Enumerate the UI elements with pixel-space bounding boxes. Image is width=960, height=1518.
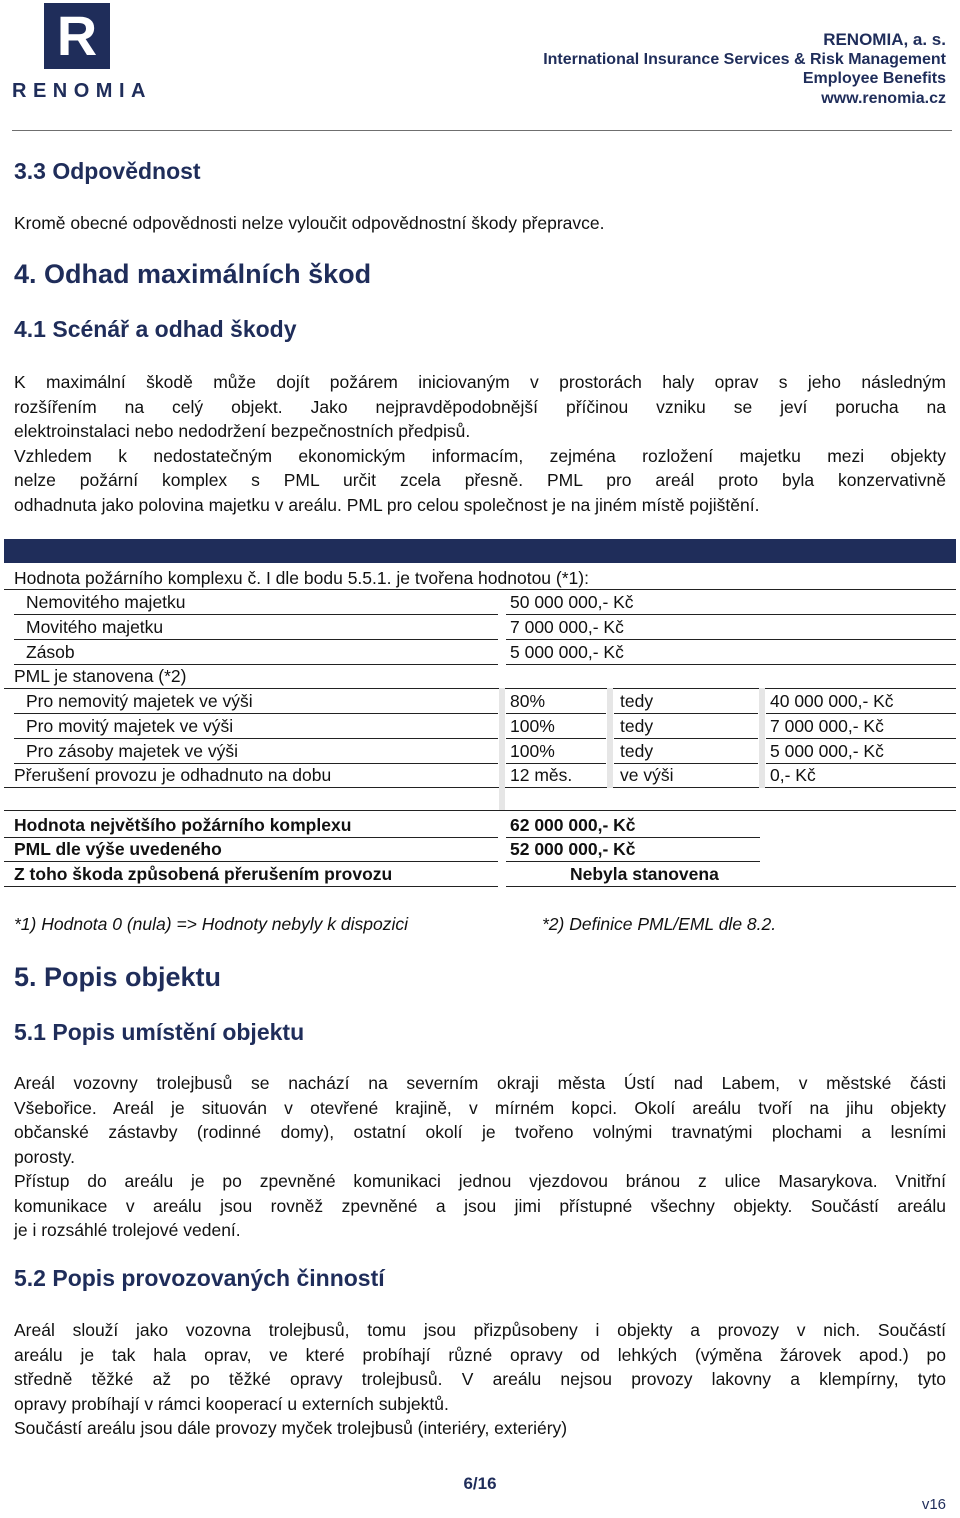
logo-wordmark: RENOMIA xyxy=(12,80,152,102)
row-rule xyxy=(14,713,498,714)
paragraph-line: je i rozsáhlé trolejové vedení. xyxy=(14,1220,241,1240)
pml-row-label: Pro zásoby majetek ve výši xyxy=(26,741,239,761)
row-rule xyxy=(506,738,606,739)
row-rule xyxy=(506,713,606,714)
row-rule xyxy=(14,738,498,739)
section-heading-3-3: 3.3 Odpovědnost xyxy=(14,158,201,184)
row-rule xyxy=(766,713,956,714)
pml-row-percent: 12 měs. xyxy=(510,765,573,785)
pml-row-percent: 80% xyxy=(510,691,546,711)
company-tagline-2: Employee Benefits xyxy=(802,70,946,87)
summary-label: PML dle výše uvedeného xyxy=(14,839,222,859)
row-rule xyxy=(506,861,760,862)
paragraph-line: středně těžké až po těžké opravy trolejbusů. V areálu nejsou provozy lakovny a klempírny, tyto xyxy=(14,1369,946,1389)
summary-label: Hodnota největšího požárního komplexu xyxy=(14,815,352,835)
paragraph-line: Přístup do areálu je po zpevněné komunikaci jednou vjezdovou bránou z ulice Masarykova. Vnitřní xyxy=(14,1171,946,1191)
page-number: 6/16 xyxy=(463,1474,497,1493)
pml-row-amount: 7 000 000,- Kč xyxy=(770,716,884,736)
table-intro: Hodnota požárního komplexu č. I dle bodu 5.5.1. je tvořena hodnotou (*1): xyxy=(14,568,589,588)
logo-letter: R xyxy=(56,4,98,67)
section-3-3-text xyxy=(14,211,946,236)
row-rule xyxy=(506,664,956,665)
pml-row-percent: 100% xyxy=(510,716,555,736)
paragraph-line: Kromě obecné odpovědnosti nelze vyloučit odpovědnostní škody přepravce. xyxy=(14,213,605,233)
table-header-bar xyxy=(4,539,956,563)
section-heading-4: 4. Odhad maximálních škod xyxy=(14,259,372,289)
column-separator xyxy=(759,688,765,788)
pml-row-word: tedy xyxy=(620,691,654,711)
section-heading-5-2: 5.2 Popis provozovaných činností xyxy=(14,1265,385,1291)
row-rule xyxy=(4,810,956,811)
value-label: Zásob xyxy=(26,642,75,662)
row-rule xyxy=(614,713,758,714)
paragraph-line: rozšířením na celý objekt. Jako nejpravděpodobnější příčinou vzniku se jeví porucha na xyxy=(14,396,946,417)
paragraph-line: opravy probíhají v rámci kooperací u externích subjektů. xyxy=(14,1393,449,1414)
summary-value: Nebyla stanovena xyxy=(570,864,719,884)
section-heading-4-1: 4.1 Scénář a odhad škody xyxy=(14,316,297,342)
row-rule xyxy=(766,738,956,739)
header-company-info xyxy=(543,30,946,108)
footnote-1: *1) Hodnota 0 (nula) => Hodnoty nebyly k dispozici xyxy=(14,914,408,934)
footnote-2: *2) Definice PML/EML dle 8.2. xyxy=(542,914,777,934)
pml-row-amount: 5 000 000,- Kč xyxy=(770,741,884,761)
summary-value: 62 000 000,- Kč xyxy=(510,815,636,835)
row-rule xyxy=(4,886,498,887)
value-amount: 50 000 000,- Kč xyxy=(510,592,634,612)
value-label: Movitého majetku xyxy=(26,617,164,637)
company-tagline: International Insurance Services & Risk Management xyxy=(543,50,946,68)
company-website[interactable]: www.renomia.cz xyxy=(821,89,946,107)
section-4-1-text xyxy=(14,370,946,517)
paragraph-line: komunikace v areálu jsou rovněž zpevněné a jsou jimi přístupné všechny objekty. Součástí areálu xyxy=(14,1195,946,1216)
pml-row-amount: 0,- Kč xyxy=(770,765,816,785)
paragraph-line: Součástí areálu jsou dále provozy myček trolejbusů (interiéry, exteriéry) xyxy=(14,1418,568,1438)
paragraph-line: Vzhledem k nedostatečným ekonomickým informacím, zejména rozložení majetku mezi objekty xyxy=(14,445,946,466)
value-label: Nemovitého majetku xyxy=(26,592,186,612)
pml-label: PML je stanovena (*2) xyxy=(14,666,187,686)
table-rule xyxy=(4,589,956,590)
value-amount: 7 000 000,- Kč xyxy=(510,617,624,637)
summary-value: 52 000 000,- Kč xyxy=(510,839,636,859)
paragraph-line: K maximální škodě může dojít požárem iniciovaným v prostorách haly oprav s jeho následným xyxy=(14,372,946,392)
company-name: RENOMIA, a. s. xyxy=(823,30,946,49)
paragraph-line: občanské zástavby (rodinné domy), ostatní okolí je tvořeno volnými travnatými plochami a lesními xyxy=(14,1122,946,1142)
row-rule xyxy=(506,639,956,640)
paragraph-line: Areál vozovny trolejbusů se nachází na severním okraji města Ústí nad Labem, v městské části xyxy=(14,1073,946,1093)
paragraph-line: porosty. xyxy=(14,1146,75,1167)
pml-row-percent: 100% xyxy=(510,741,555,761)
paragraph-line: elektroinstalaci nebo nedodržení bezpečnostních předpisů. xyxy=(14,421,471,441)
row-rule xyxy=(4,787,956,788)
pml-row-amount: 40 000 000,- Kč xyxy=(770,691,894,711)
row-rule xyxy=(506,886,956,887)
pml-row-word: tedy xyxy=(620,716,654,736)
section-5-1-text xyxy=(14,1071,946,1243)
summary-label: Z toho škoda způsobená přerušením provozu xyxy=(14,864,393,884)
pml-row-word: tedy xyxy=(620,741,654,761)
pml-row-label: Pro nemovitý majetek ve výši xyxy=(26,691,253,711)
pml-row-word: ve výši xyxy=(620,765,674,785)
row-rule xyxy=(4,861,498,862)
header-divider xyxy=(12,130,952,131)
paragraph-line: areálu je tak hala oprav, ve které probíhají různé opravy od lehkých (výměna žárovek apod.) po xyxy=(14,1344,946,1365)
renomia-logo xyxy=(44,3,110,69)
row-rule xyxy=(614,738,758,739)
paragraph-line: odhadnuta jako polovina majetku v areálu. PML pro celou společnost je na jiném místě pojištění. xyxy=(14,494,760,515)
pml-row-label: Pro movitý majetek ve výši xyxy=(26,716,234,736)
paragraph-line: Všebořice. Areál je situován v otevřené krajině, v mírném kopci. Okolí areálu tvoří na jihu objekty xyxy=(14,1097,946,1118)
section-heading-5-1: 5.1 Popis umístění objektu xyxy=(14,1019,305,1045)
column-separator xyxy=(607,688,613,788)
column-separator xyxy=(499,688,505,810)
row-rule xyxy=(14,639,498,640)
section-5-2-text xyxy=(14,1318,946,1441)
paragraph-line: nelze požární komplex s PML určit zcela přesně. PML pro areál proto byla konzervativně xyxy=(14,470,946,490)
row-rule xyxy=(4,688,956,689)
row-rule xyxy=(14,614,498,615)
value-amount: 5 000 000,- Kč xyxy=(510,642,624,662)
document-version: v16 xyxy=(921,1496,946,1513)
row-rule xyxy=(506,614,956,615)
paragraph-line: Areál slouží jako vozovna trolejbusů, tomu jsou přizpůsobeny i objekty a provozy v nich. Součástí xyxy=(14,1320,946,1340)
pml-row-label: Přerušení provozu je odhadnuto na dobu xyxy=(14,765,332,785)
section-heading-5: 5. Popis objektu xyxy=(14,962,222,992)
